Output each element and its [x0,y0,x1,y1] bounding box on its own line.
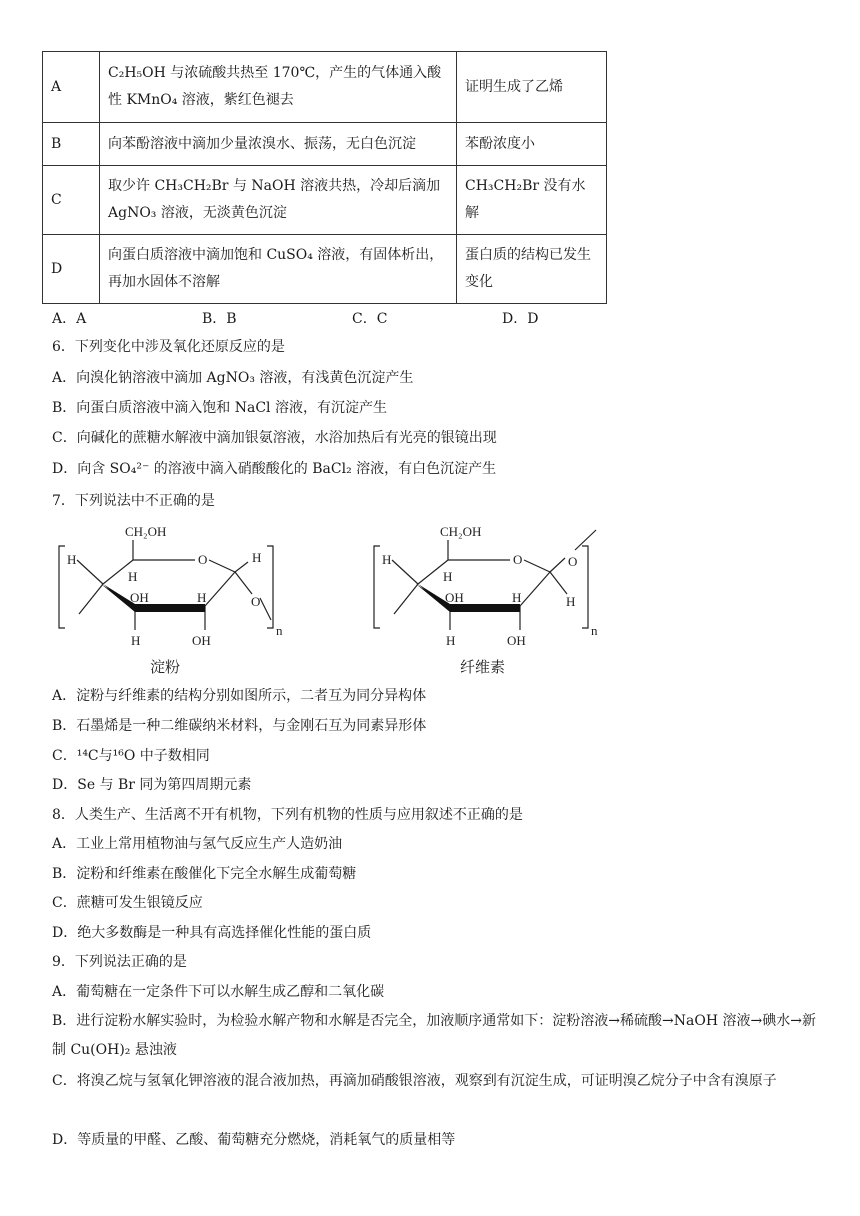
oh-label: OH [130,590,149,605]
row-operation: 向蛋白质溶液中滴加饱和 CuSO₄ 溶液，有固体析出，再加水固体不溶解 [100,235,457,304]
q5-options-table [42,51,607,304]
q7-option-a[interactable]: A．淀粉与纤维素的结构分别如图所示，二者互为同分异构体 [52,688,427,704]
oh-label: OH [507,633,526,648]
row-label: C [43,166,100,235]
q8-option-b[interactable]: B．淀粉和纤维素在酸催化下完全水解生成葡萄糖 [52,866,357,882]
q6-option-d[interactable]: D．向含 SO₄²⁻ 的溶液中滴入硝酸酸化的 BaCl₂ 溶液，有白色沉淀产生 [52,461,497,477]
q6-option-a[interactable]: A．向溴化钠溶液中滴加 AgNO₃ 溶液，有浅黄色沉淀产生 [52,370,414,386]
q9-option-a[interactable]: A．葡萄糖在一定条件下可以水解生成乙醇和二氧化碳 [52,984,385,1000]
row-operation: C₂H₅OH 与浓硫酸共热至 170℃，产生的气体通入酸性 KMnO₄ 溶液，紫红色褪去 [100,52,457,123]
ring-o-label: O [198,552,208,567]
starch-caption: 淀粉 [150,658,181,676]
q9-option-d[interactable]: D．等质量的甲醛、乙酸、葡萄糖充分燃烧，消耗氧气的质量相等 [52,1132,456,1148]
q6-option-b[interactable]: B．向蛋白质溶液中滴入饱和 NaCl 溶液，有沉淀产生 [52,400,387,416]
ring-o-label: O [513,552,523,567]
cellulose-structure-diagram [370,518,610,648]
ch2oh-label: CH₂OH [440,524,482,539]
q9-stem: 9．下列说法正确的是 [52,954,187,970]
h-label: H [131,633,141,648]
q7-option-b[interactable]: B．石墨烯是一种二维碳纳米材料，与金刚石互为同素异形体 [52,718,427,734]
choice-c[interactable]: C．C [352,311,388,327]
table-row [43,235,607,304]
q9-option-c[interactable]: C．将溴乙烷与氢氧化钾溶液的混合液加热，再滴加硝酸银溶液，观察到有沉淀生成，可证明溴乙烷分子中含有溴原子 [52,1073,777,1089]
ch2oh-label: CH₂OH [125,524,167,539]
q7-option-c[interactable]: C．¹⁴C与¹⁶O 中子数相同 [52,748,210,764]
h-label: H [197,590,207,605]
q7-stem: 7．下列说法中不正确的是 [52,493,215,509]
row-label: B [43,123,100,166]
q7-option-d[interactable]: D．Se 与 Br 同为第四周期元素 [52,777,252,793]
choice-d[interactable]: D．D [502,311,539,327]
oh-label: OH [445,590,464,605]
row-label: A [43,52,100,123]
h-label: H [128,569,138,584]
table-row [43,166,607,235]
q6-stem: 6．下列变化中涉及氧化还原反应的是 [52,339,285,355]
repeat-n-label: n [276,623,283,638]
row-conclusion: 蛋白质的结构已发生变化 [457,235,607,304]
row-operation: 向苯酚溶液中滴加少量浓溴水、振荡，无白色沉淀 [100,123,457,166]
h-label: H [252,550,262,565]
h-label: H [443,569,453,584]
q6-option-c[interactable]: C．向碱化的蔗糖水解液中滴加银氨溶液，水浴加热后有光亮的银镜出现 [52,430,497,446]
choice-a[interactable]: A．A [52,311,87,327]
cellulose-caption: 纤维素 [460,658,506,676]
q8-option-a[interactable]: A．工业上常用植物油与氢气反应生产人造奶油 [52,836,343,852]
h-label: H [512,590,522,605]
q8-option-d[interactable]: D．绝大多数酶是一种具有高选择催化性能的蛋白质 [52,925,372,941]
repeat-n-label: n [591,623,598,638]
choice-b[interactable]: B．B [202,311,237,327]
table-row [43,123,607,166]
oh-label: OH [192,633,211,648]
bridge-o-label: O [251,594,261,609]
h-label: H [566,594,576,609]
row-conclusion: CH₃CH₂Br 没有水解 [457,166,607,235]
q9-option-b[interactable]: B．进行淀粉水解实验时，为检验水解产物和水解是否完全，加液顺序通常如下：淀粉溶液→稀硫酸→NaOH 溶液→碘水→新制 Cu(OH)₂ 悬浊液 [52,1013,816,1058]
row-label: D [43,235,100,304]
starch-structure-diagram [55,518,295,648]
q5-choices [52,308,612,328]
h-label: H [382,552,392,567]
bridge-o-label: O [568,554,578,569]
row-conclusion: 苯酚浓度小 [457,123,607,166]
h-label: H [446,633,456,648]
q8-stem: 8．人类生产、生活离不开有机物，下列有机物的性质与应用叙述不正确的是 [52,807,523,823]
q8-option-c[interactable]: C．蔗糖可发生银镜反应 [52,895,203,911]
h-label: H [67,552,77,567]
table-row [43,52,607,123]
row-conclusion: 证明生成了乙烯 [457,52,607,123]
row-operation: 取少许 CH₃CH₂Br 与 NaOH 溶液共热，冷却后滴加 AgNO₃ 溶液，无淡黄色沉淀 [100,166,457,235]
